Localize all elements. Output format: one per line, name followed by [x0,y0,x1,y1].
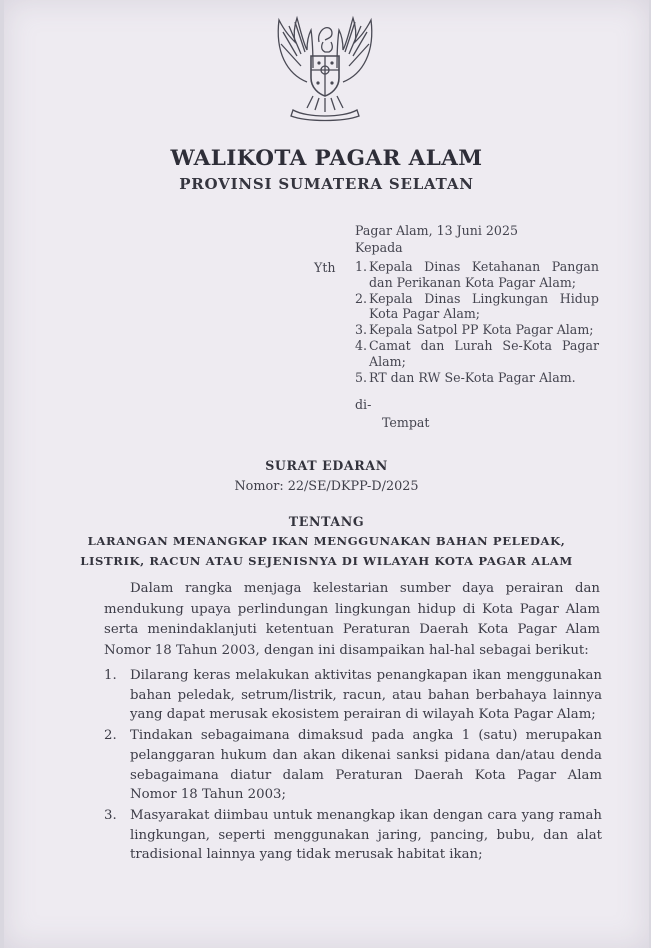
list-item: 3. Masyarakat diimbau untuk menangkap ikan dengan cara yang ramah lingkungan, seperti menggunakan jaring, pancing, bubu, dan alat tradisional lainnya yang tidak merusak habitat ikan; [104,807,602,863]
letterhead-title: WALIKOTA PAGAR ALAM [170,146,483,171]
letter-page [4,0,649,948]
about-heading: TENTANG [288,514,365,529]
tempat-label: Tempat [382,415,430,430]
recipient-item: 5. RT dan RW Se-Kota Pagar Alam. [355,369,576,385]
recipient-item: 3. Kepala Satpol PP Kota Pagar Alam; [355,322,594,337]
document-number: Nomor: 22/SE/DKPP-D/2025 [234,479,419,494]
letterhead-subtitle: PROVINSI SUMATERA SELATAN [179,175,474,193]
subject-heading [4,531,649,571]
subject-line-2: LISTRIK, RACUN ATAU SEJENISNYA DI WILAYAH KOTA PAGAR ALAM [80,554,573,568]
yth-label: Yth [314,260,336,275]
recipient-item: 2. Kepala Dinas Lingkungan Hidup Kota Pagar Alam; [355,290,599,321]
recipient-item: 1. Kepala Dinas Ketahanan Pangan dan Perikanan Kota Pagar Alam; [355,259,599,290]
recipient-item: 4. Camat dan Lurah Se-Kota Pagar Alam; [355,338,599,369]
recipient-list [355,259,599,386]
subject-line-1: LARANGAN MENANGKAP IKAN MENGGUNAKAN BAHAN PELEDAK, [87,534,566,548]
provision-list [104,666,602,866]
document-type: SURAT EDARAN [265,458,388,473]
di-label: di- [355,397,372,412]
list-item: 2. Tindakan sebagaimana dimaksud pada angka 1 (satu) merupakan pelanggaran hukum dan akan dikenai sanksi pidana dan/atau denda sebagaimana diatur dalam Peraturan Daerah Kota Pagar Alam Nomor 18 Tahun 2003; [104,728,602,803]
place-date: Pagar Alam, 13 Juni 2025 [355,223,518,238]
kepada-label: Kepada [355,240,403,255]
garuda-emblem-icon [267,12,383,122]
intro-paragraph: Dalam rangka menjaga kelestarian sumber daya perairan dan mendukung upaya perlindungan lingkungan hidup di Kota Pagar Alam serta menindaklanjuti ketentuan Peraturan Daerah Kota Pagar Alam Nomor 18 Tahun 2003, dengan ini disampaikan hal-hal sebagai berikut: [104,581,600,658]
list-item: 1. Dilarang keras melakukan aktivitas penangkapan ikan menggunakan bahan peledak, setrum/listrik, racun, atau bahan berbahaya lainnya yang dapat merusak ekosistem perairan di wilayah Kota Pagar Alam; [104,668,602,723]
